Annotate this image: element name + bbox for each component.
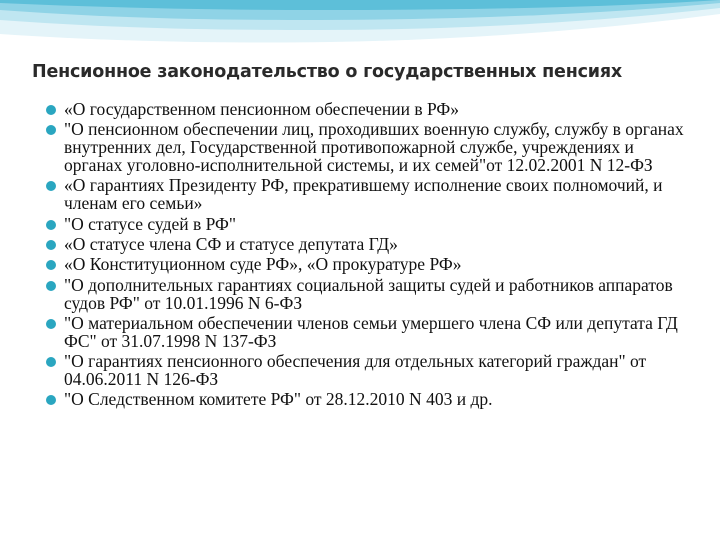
list-item [46,177,686,213]
list-item-text: «О статусе члена СФ и статусе депутата ГД» [64,233,398,254]
list-item [46,213,686,234]
bullet-icon [46,240,56,250]
list-item [46,353,686,389]
list-item-text: "О Следственном комитете РФ" от 28.12.2010 N 403 и др. [64,389,493,410]
list-item-text: "О пенсионном обеспечении лиц, проходивших военную службу, службу в органах внутренних дел, Государственной противопожарной службе, учреждениях и органах уголовно-исполнительной системы, и их семей"от 12.02.2001 N 12-ФЗ [64,119,684,175]
list-item [46,256,686,274]
slide-title: Пенсионное законодательство о государственных пенсиях [32,62,622,82]
bullet-icon [46,125,56,135]
bullet-icon [46,395,56,405]
bullet-icon [46,105,56,115]
bullet-icon [46,220,56,230]
law-list [46,101,686,412]
list-item-text: "О статусе судей в РФ" [64,213,237,234]
list-item [46,233,686,254]
header-wave-decoration [0,0,720,60]
list-item-text: "О материальном обеспечении членов семьи умершего члена СФ или депутата ГД ФС" от 31.07.1998 N 137-ФЗ [64,312,678,351]
list-item-text: "О гарантиях пенсионного обеспечения для отдельных категорий граждан" от 04.06.2011 N 126-ФЗ [64,351,647,389]
list-item-text: «О гарантиях Президенту РФ, прекратившему исполнение своих полномочий, и членам его семьи» [64,175,663,214]
bullet-icon [46,357,56,367]
list-item [46,121,686,174]
bullet-icon [46,260,56,270]
list-item-text: «О государственном пенсионном обеспечении в РФ» [64,99,459,119]
bullet-icon [46,281,56,291]
bullet-icon [46,319,56,329]
list-item-text: "О дополнительных гарантиях социальной защиты судей и работников аппаратов судов РФ" от 10.01.1996 N 6-ФЗ [64,274,673,313]
list-item [46,274,686,313]
list-item-text: «О Конституционном суде РФ», «О прокуратуре РФ» [64,254,462,275]
bullet-icon [46,181,56,191]
list-item [46,101,686,119]
list-item [46,312,686,351]
list-item [46,391,686,409]
